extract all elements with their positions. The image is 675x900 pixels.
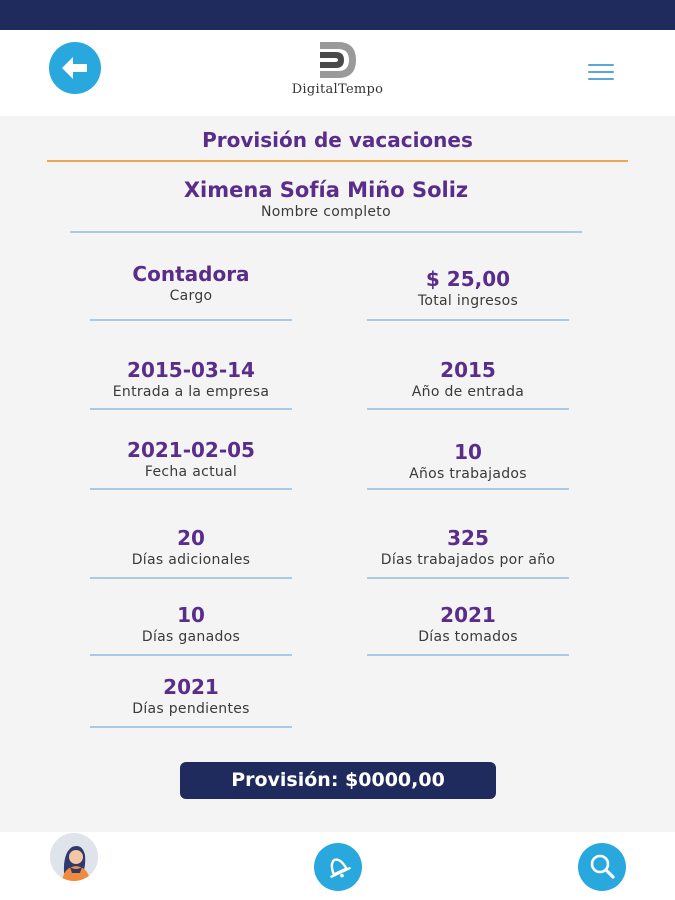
digitaltempo-logo [280,40,395,104]
field-value: 10 [177,603,205,627]
days-earned-field [90,603,292,657]
field-value: 2021 [163,675,219,699]
field-label: Días pendientes [132,701,250,717]
field-label: Años trabajados [409,466,527,482]
field-value: 2021 [440,603,496,627]
hamburger-menu-button[interactable] [588,64,616,82]
field-label: Días adicionales [131,552,251,568]
field-label: Fecha actual [144,464,238,480]
field-value: Contadora [132,262,250,286]
full-name-field [70,178,582,234]
field-label: Año de entrada [411,384,525,400]
logo-mark-icon [316,40,360,80]
hamburger-menu-icon-line [588,78,614,80]
field-divider [90,319,292,321]
field-label: Cargo [169,288,213,304]
entry-year-field [367,358,569,411]
field-label: Entrada a la empresa [112,384,270,400]
field-value: 2015 [440,358,496,382]
field-value: 2015-03-14 [127,358,255,382]
field-divider [367,488,569,490]
provision-button[interactable]: Provisión: $0000,00 [180,762,496,799]
search-button[interactable] [578,843,626,891]
status-bar [0,0,675,30]
user-avatar-icon [50,833,98,881]
title-divider [47,160,628,162]
field-label: Días trabajados por año [380,552,556,568]
field-divider [367,577,569,579]
field-value: $ 25,00 [425,267,511,291]
days-taken-field [367,603,569,657]
years-worked-field [367,440,569,491]
field-divider [90,408,292,410]
hamburger-menu-icon-line [588,71,614,73]
field-value: 20 [177,526,205,550]
field-divider [70,231,582,233]
field-divider [90,726,292,728]
days-worked-per-year-field [367,526,569,580]
arrow-left-icon [60,55,90,81]
field-label: Total ingresos [417,293,519,309]
back-button[interactable] [49,42,101,94]
additional-days-field [90,526,292,580]
bell-icon [323,852,353,882]
field-divider [90,577,292,579]
position-field [90,262,292,322]
field-label: Días tomados [418,629,518,645]
full-name-value: Ximena Sofía Miño Soliz [183,178,469,202]
field-value: 10 [454,440,482,464]
hamburger-menu-icon-line [588,64,614,66]
field-divider [90,488,292,490]
pending-days-field [90,675,292,729]
notifications-button[interactable] [314,843,362,891]
search-icon [587,852,617,882]
field-divider [367,654,569,656]
company-entry-field [90,358,292,411]
field-value: 325 [447,526,489,550]
page-title: Provisión de vacaciones [202,128,473,152]
field-divider [367,408,569,410]
logo-text: DigitalTempo [291,82,384,97]
field-divider [367,319,569,321]
field-value: 2021-02-05 [127,438,255,462]
current-date-field [90,438,292,491]
full-name-label: Nombre completo [261,204,391,220]
user-avatar-button[interactable] [50,833,98,881]
field-label: Días ganados [141,629,241,645]
total-income-field [367,267,569,322]
field-divider [90,654,292,656]
